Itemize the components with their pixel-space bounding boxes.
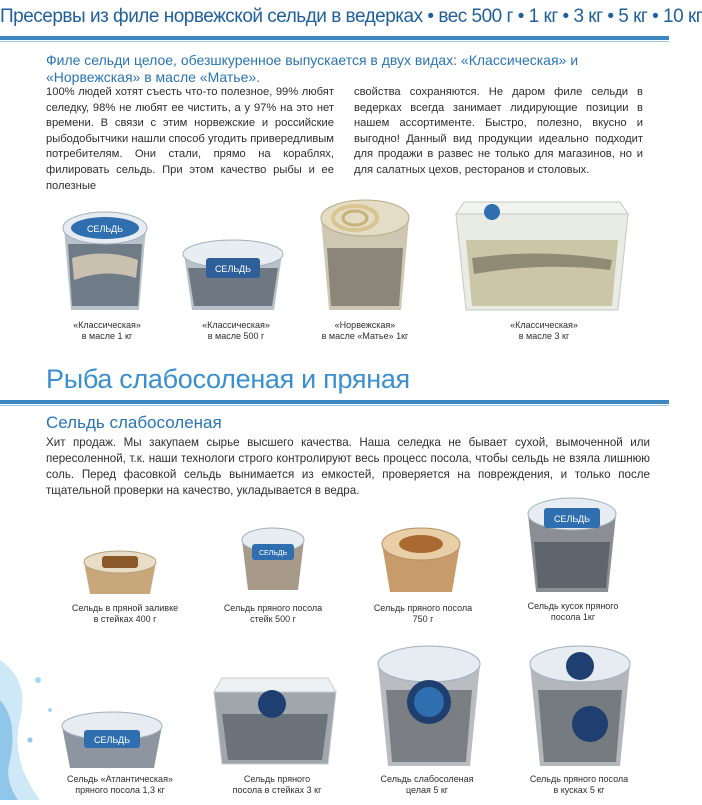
section-rule-thin <box>0 405 669 406</box>
caption-bottom-1 <box>55 774 185 796</box>
svg-text:СЕЛЬДЬ: СЕЛЬДЬ <box>93 735 131 745</box>
product-image-spicy-pieces-5kg <box>524 640 636 770</box>
caption-line: Сельдь пряного посола <box>223 603 323 613</box>
caption-line: Сельдь пряного <box>243 774 311 784</box>
caption-line: посола 1кг <box>550 612 596 622</box>
caption-line: Сельдь «Атлантическая» <box>67 774 173 784</box>
svg-text:СЕЛЬДЬ: СЕЛЬДЬ <box>553 514 591 524</box>
caption-line: «Классическая» <box>510 320 578 330</box>
caption-line: в кусках 5 кг <box>553 785 605 795</box>
svg-text:СЕЛЬДЬ: СЕЛЬДЬ <box>86 224 124 234</box>
caption-top-4 <box>484 320 604 342</box>
caption-line: в стейках 400 г <box>93 614 157 624</box>
caption-top-2 <box>180 320 292 342</box>
caption-line: целая 5 кг <box>405 785 449 795</box>
caption-mid-1 <box>55 603 195 625</box>
intro-subhead: Филе сельди целое, обезшкуренное выпускается в двух видах: «Классическая» и «Норвежская» в масле «Матье». <box>46 52 579 85</box>
section-title: Рыба слабосоленая и пряная <box>46 364 410 394</box>
page-header <box>0 6 702 28</box>
caption-mid-2 <box>208 603 338 625</box>
intro-column-1: 100% людей хотят съесть что-то полезное, 99% любят селедку, 98% не любят ее чистить, а у 97% на это нет времени. В связи с этим норвежские и российские рыбодобытчики нашли способ угодить привередливым потребителям. Они стали, прямо на кораблях, филировать сельдь. При этом качество рыбы и ее полезные <box>46 86 334 192</box>
caption-line: в масле 1 кг <box>81 331 133 341</box>
header-title: Пресервы из филе норвежской сельди в ведерках <box>0 6 423 27</box>
caption-line: в масле «Матье» 1кг <box>321 331 409 341</box>
caption-top-1 <box>52 320 162 342</box>
caption-mid-3 <box>358 603 488 625</box>
caption-line: Сельдь кусок пряного <box>527 601 619 611</box>
caption-line: посола в стейках 3 кг <box>232 785 322 795</box>
product-image-classic-3kg <box>452 188 632 316</box>
caption-mid-4 <box>508 601 638 623</box>
header-rule <box>0 36 669 40</box>
header-rule-thin <box>0 41 669 42</box>
product-image-spicy-steak-3kg <box>210 668 340 768</box>
product-image-classic-500g <box>178 232 288 316</box>
caption-line: стейк 500 г <box>250 614 296 624</box>
product-image-norwegian-1kg <box>315 188 415 316</box>
intro-column-2: свойства сохраняются. Не даром филе сельди в ведерках всегда занимает лидирующие позиции в нашем ассортименте. Быстро, полезно, вкусно и выгодно! Данный вид продукции идеально подходит для продажи в развес не только для магазинов, но и для салатных цехов, ресторанов и столовых. <box>354 86 643 176</box>
section-paragraph: Хит продаж. Мы закупаем сырье высшего качества. Наша селедка не бывает сухой, вымоченной или пересоленной, т.к. наши технологи строго контролируют весь процесс посола, чтобы сельдь не взяла лишнюю соль. Перед фасовкой сельдь вынимается из емкостей, проверяется на повреждения, и только после тщательной проверки на качество, укладывается в ведра. <box>46 436 650 497</box>
caption-bottom-2 <box>212 774 342 796</box>
subsection-title: Сельдь слабосоленая <box>46 413 222 432</box>
product-image-spicy-750g <box>378 520 464 596</box>
caption-line: «Норвежская» <box>334 320 396 330</box>
caption-line: Сельдь слабосоленая <box>380 774 474 784</box>
product-image-spicy-piece-1kg <box>522 492 622 596</box>
caption-line: пряного посола 1,3 кг <box>75 785 165 795</box>
product-image-classic-1kg <box>56 198 154 316</box>
header-sizes: • вес 500 г • 1 кг • 3 кг • 5 кг • 10 кг <box>422 6 702 27</box>
product-image-spicy-steak-500g <box>238 518 308 594</box>
section-rule <box>0 400 669 404</box>
caption-top-3 <box>305 320 425 342</box>
caption-line: 750 г <box>412 614 434 624</box>
caption-bottom-3 <box>362 774 492 796</box>
caption-bottom-4 <box>514 774 644 796</box>
caption-line: в масле 3 кг <box>518 331 570 341</box>
caption-line: «Классическая» <box>202 320 270 330</box>
caption-line: Сельдь пряного посола <box>529 774 629 784</box>
product-image-atlantic-1-3kg <box>58 708 166 772</box>
svg-text:СЕЛЬДЬ: СЕЛЬДЬ <box>214 264 252 274</box>
product-image-lightly-salted-whole-5kg <box>372 640 486 770</box>
caption-line: «Классическая» <box>73 320 141 330</box>
product-image-spicy-steak-400g <box>80 548 160 598</box>
svg-text:СЕЛЬДЬ: СЕЛЬДЬ <box>258 550 288 557</box>
caption-line: в масле 500 г <box>207 331 265 341</box>
caption-line: Сельдь в пряной заливке <box>71 603 179 613</box>
caption-line: Сельдь пряного посола <box>373 603 473 613</box>
